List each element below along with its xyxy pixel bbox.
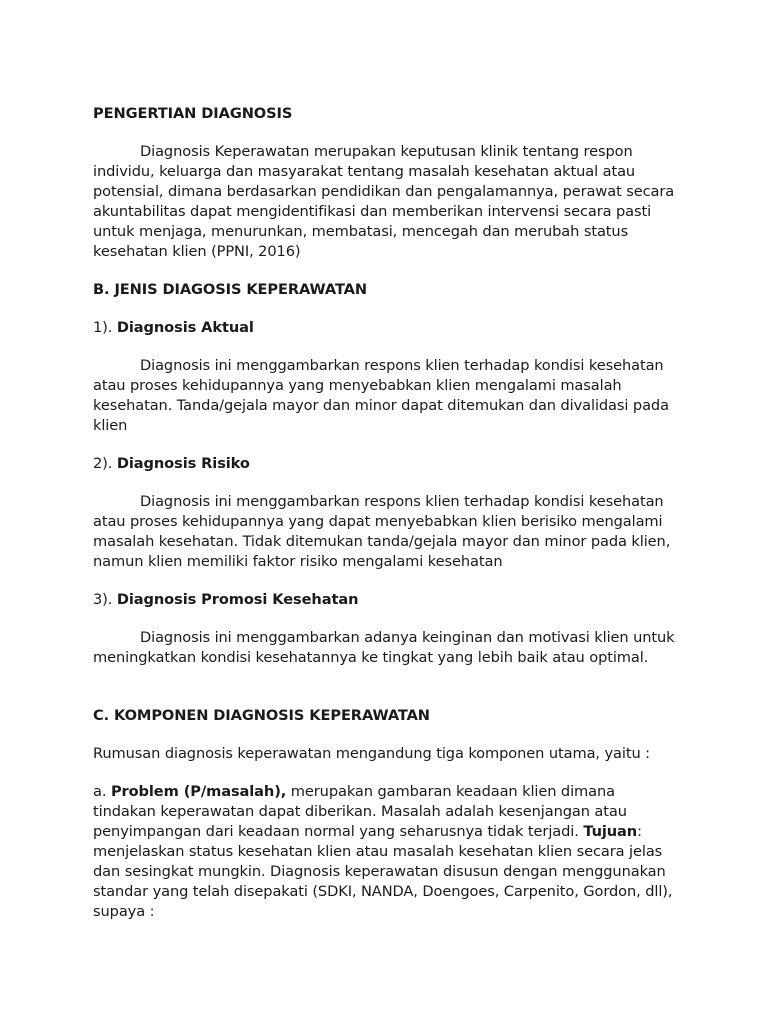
- component-a-text-2: : menjelaskan status kesehatan klien atau masalah kesehatan klien secara jelas dan sesingkat mungkin. Diagnosis keperawatan disusun dengan menggunakan standar yang telah disepakati (SDKI, NANDA, Doengoes, Carpenito, Gordon, dll), supaya :: [93, 823, 673, 920]
- component-a-text-1: merupakan gambaran keadaan klien dimana tindakan keperawatan dapat diberikan. Masalah adalah kesenjangan atau penyimpangan dari keadaan normal yang seharusnya tidak terjadi.: [93, 783, 627, 840]
- diagnosis-type-2-description: Diagnosis ini menggambarkan respons klien terhadap kondisi kesehatan atau proses kehidupannya yang dapat menyebabkan klien berisiko mengalami masalah kesehatan. Tidak ditemukan tanda/gejala mayor dan minor pada klien, namun klien memiliki faktor risiko mengalami kesehatan: [93, 493, 671, 570]
- section-c-intro: Rumusan diagnosis keperawatan mengandung tiga komponen utama, yaitu :: [93, 745, 650, 762]
- diagnosis-type-1-title: Diagnosis Aktual: [116, 319, 254, 336]
- component-a-paragraph: [93, 782, 676, 922]
- diagnosis-type-2-title: Diagnosis Risiko: [116, 455, 250, 472]
- diagnosis-type-1-number: 1).: [93, 319, 113, 336]
- section-a-paragraph: Diagnosis Keperawatan merupakan keputusan klinik tentang respon individu, keluarga dan masyarakat tentang masalah kesehatan aktual atau potensial, dimana berdasarkan pendidikan dan pengalamannya, perawat secara akuntabilitas dapat mengidentifikasi dan memberikan intervensi secara pasti untuk menjaga, menurunkan, membatasi, mencegah dan merubah status kesehatan klien (PPNI, 2016): [93, 143, 675, 260]
- component-a-prefix: a.: [93, 783, 107, 800]
- diagnosis-type-2-number: 2).: [93, 455, 113, 472]
- diagnosis-type-1-heading: [93, 318, 676, 338]
- component-a-term-2: Tujuan: [583, 823, 638, 840]
- section-a-heading: PENGERTIAN DIAGNOSIS: [93, 105, 293, 122]
- component-a-term: Problem (P/masalah),: [110, 783, 287, 800]
- document-body: [93, 104, 676, 922]
- section-b-heading: B. JENIS DIAGOSIS KEPERAWATAN: [93, 281, 367, 298]
- diagnosis-type-3-heading: [93, 590, 676, 610]
- diagnosis-type-1-description: Diagnosis ini menggambarkan respons klien terhadap kondisi kesehatan atau proses kehidupannya yang menyebabkan klien mengalami masalah kesehatan. Tanda/gejala mayor dan minor dapat ditemukan dan divalidasi pada klien: [93, 357, 669, 434]
- diagnosis-type-3-title: Diagnosis Promosi Kesehatan: [116, 591, 359, 608]
- diagnosis-type-3-number: 3).: [93, 591, 113, 608]
- diagnosis-type-3-description: Diagnosis ini menggambarkan adanya keinginan dan motivasi klien untuk meningkatkan kondisi kesehatannya ke tingkat yang lebih baik atau optimal.: [93, 629, 675, 666]
- diagnosis-type-2-heading: [93, 454, 676, 474]
- section-c-heading: C. KOMPONEN DIAGNOSIS KEPERAWATAN: [93, 707, 430, 724]
